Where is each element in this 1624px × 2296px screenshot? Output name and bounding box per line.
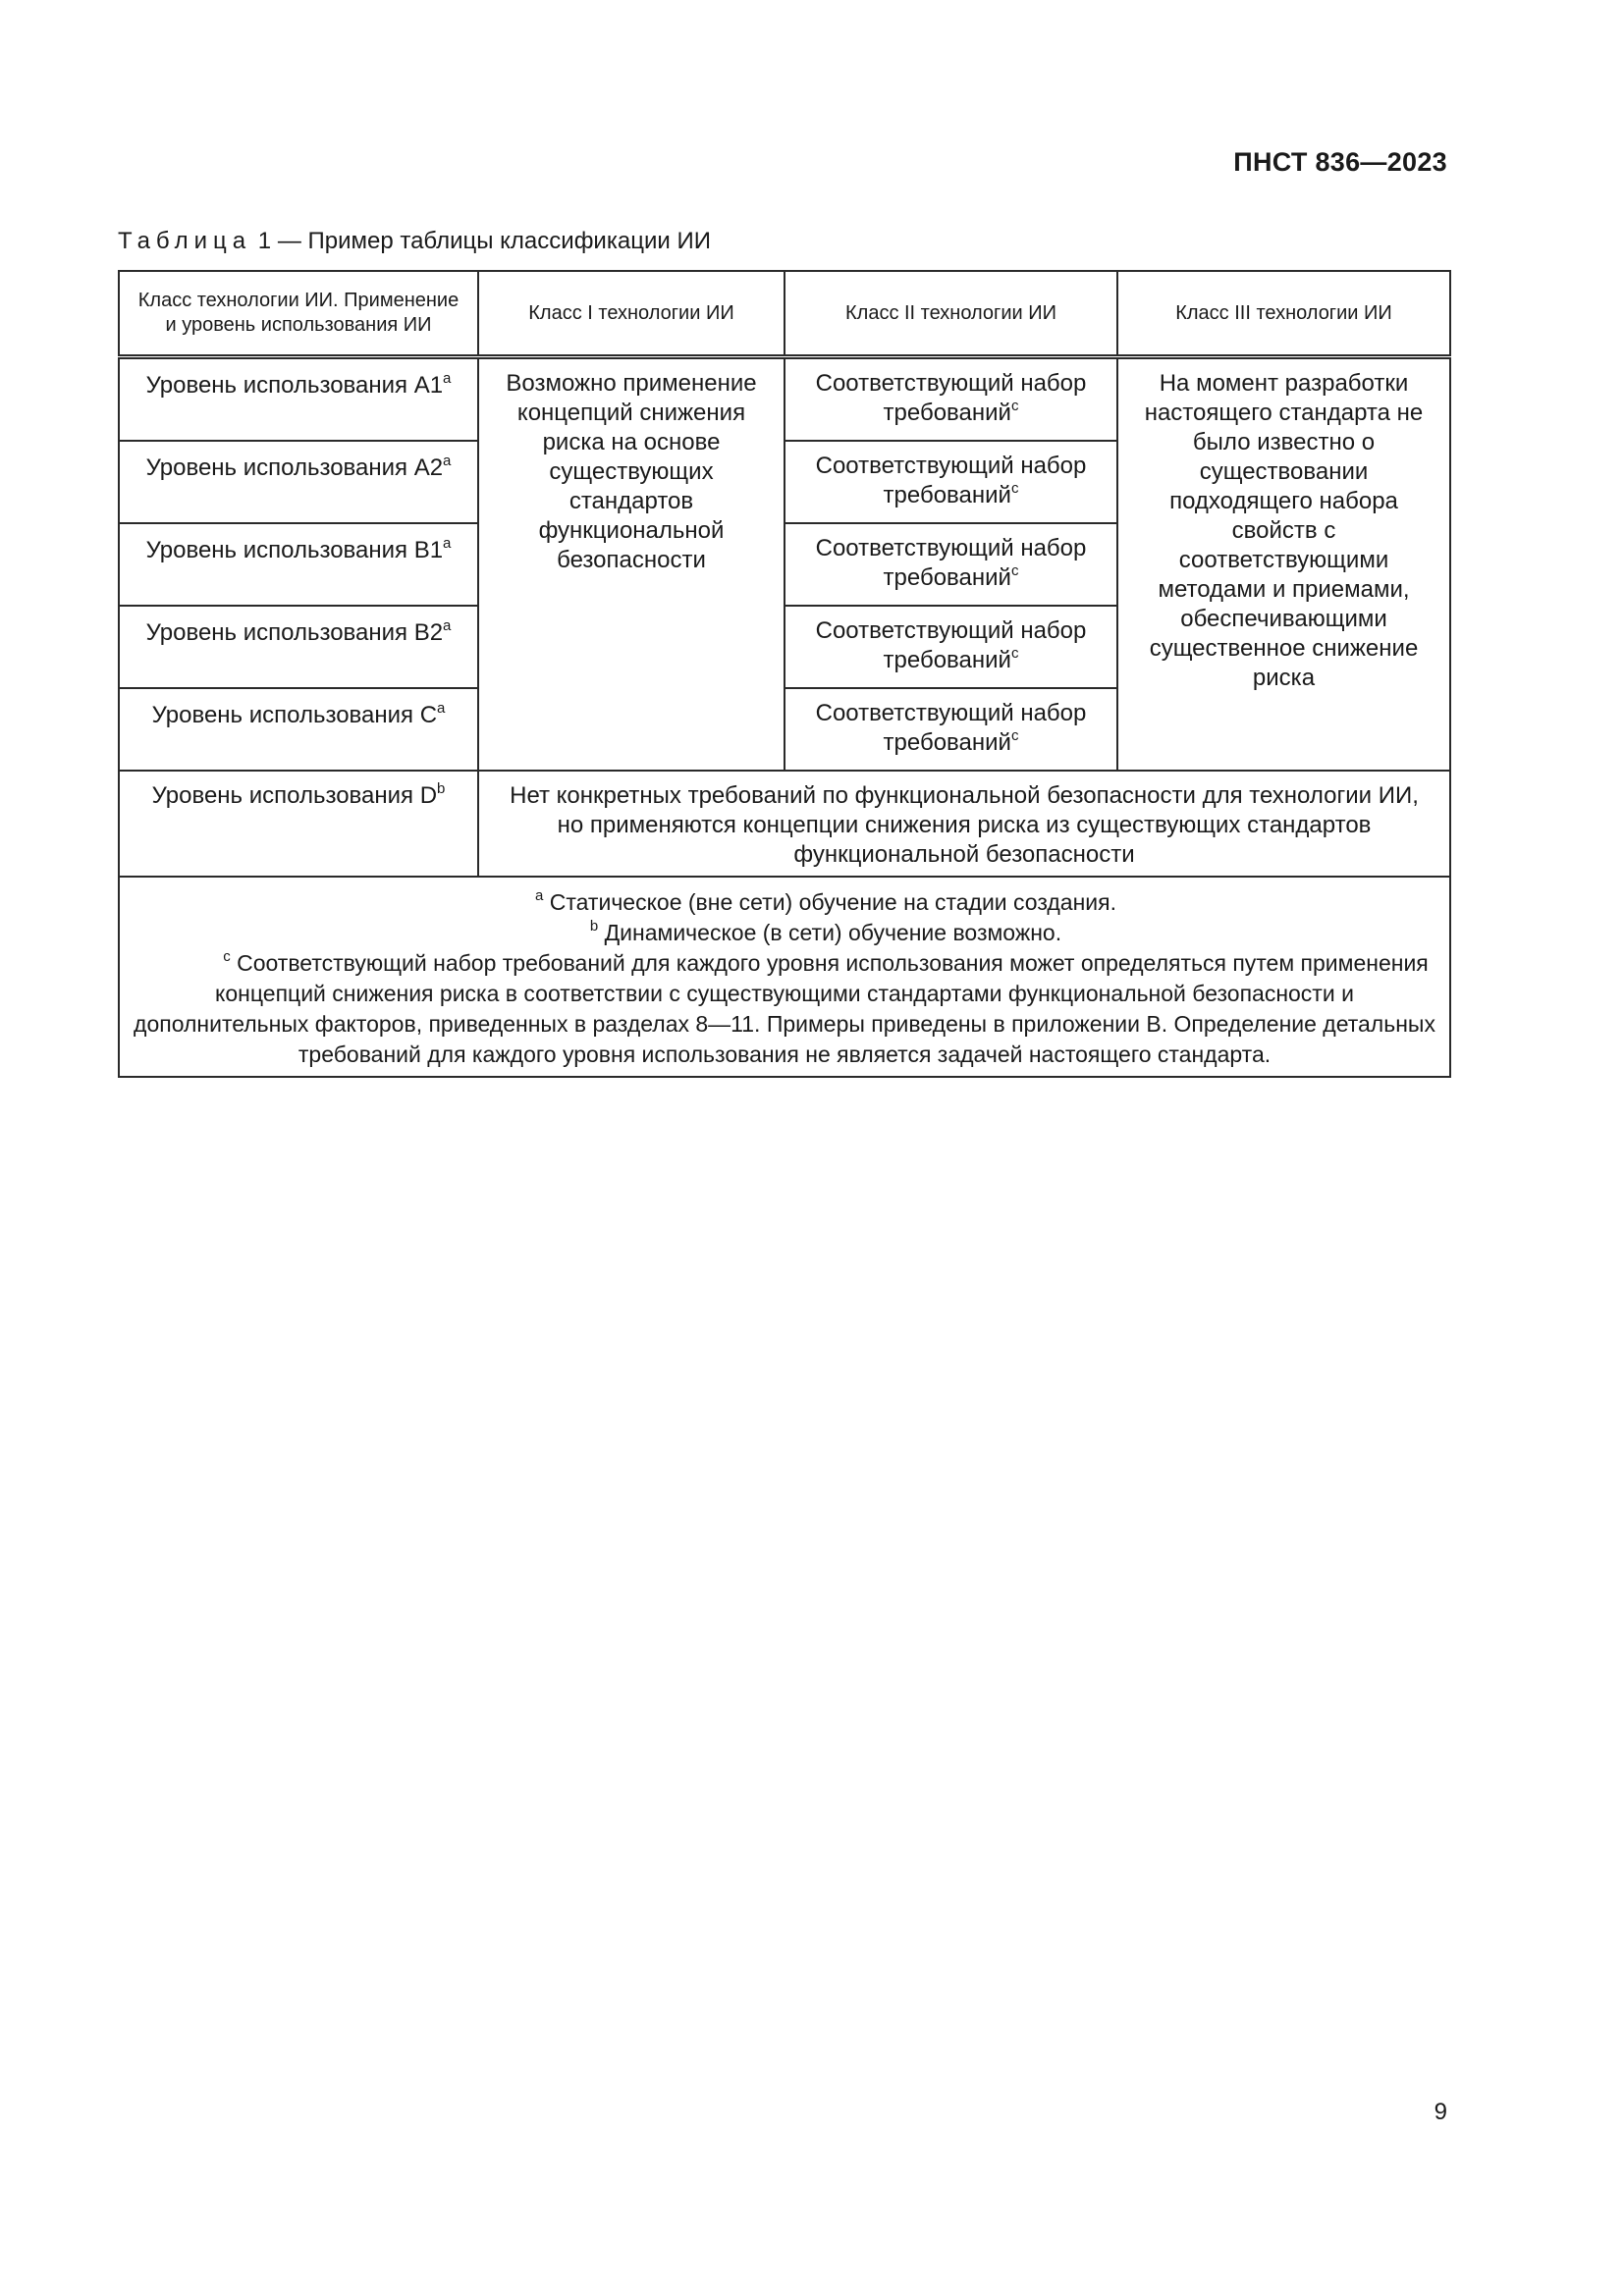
table-row-level-d [119, 771, 1450, 877]
footnote-mark: a [535, 887, 544, 904]
level-label: Уровень использования C [151, 702, 438, 728]
table-footnotes [119, 877, 1450, 1077]
footnote-marker: b [437, 780, 446, 797]
footnote-marker: a [437, 700, 446, 717]
footnote-b [132, 918, 1437, 948]
class-2-requirements-text: Соответствующий набор требований [815, 617, 1087, 673]
class-2-requirements-cell [785, 357, 1117, 442]
footnote-marker: a [443, 535, 452, 552]
table-caption [118, 228, 711, 255]
header-cell-class-3: Класс III технологии ИИ [1117, 271, 1450, 357]
classification-table [118, 270, 1451, 1078]
level-label-cell [119, 441, 478, 523]
table-caption-label: Таблица [118, 228, 252, 254]
level-label-cell [119, 606, 478, 688]
page-number: 9 [1434, 2099, 1447, 2125]
level-label: Уровень использования B1 [145, 537, 444, 563]
class-2-requirements-cell [785, 688, 1117, 771]
class-2-requirements-text: Соответствующий набор требований [815, 535, 1087, 591]
level-label: Уровень использования B2 [145, 619, 444, 646]
footnote-text: Статическое (вне сети) обучение на стадии создания. [543, 889, 1116, 915]
footnote-a [132, 887, 1437, 918]
class-2-requirements-text: Соответствующий набор требований [815, 370, 1087, 426]
table-caption-number: 1 [257, 228, 272, 254]
footnote-marker: c [1010, 480, 1019, 497]
class-2-requirements-cell [785, 606, 1117, 688]
level-label: Уровень использования D [151, 782, 438, 809]
footnote-text: Соответствующий набор требований для каждого уровня использования может определяться путем применения концепций снижения риска в соответствии с существующими стандартами функциональной безопасности и дополнительных факторов, приведенных в разделах 8—11. Примеры приведены в приложении В. Определение детальных требований для каждого уровня использования не является задачей настоящего стандарта. [134, 950, 1435, 1067]
footnote-marker: c [1010, 398, 1019, 414]
footnote-c [132, 948, 1437, 1070]
class-2-requirements-text: Соответствующий набор требований [815, 700, 1087, 756]
class-3-requirements-cell: На момент разработки настоящего стандарта не было известно о существовании подходящего набора свойств с соответствующими методами и приемами, обеспечивающими существенное снижение риска [1117, 357, 1450, 772]
class-1-requirements-cell: Возможно применение концепций снижения риска на основе существующих стандартов функциональной безопасности [478, 357, 785, 772]
footnote-marker: c [1010, 645, 1019, 662]
footnote-mark: b [589, 918, 599, 934]
level-label-cell [119, 523, 478, 606]
document-code: ПНСТ 836—2023 [1233, 147, 1447, 177]
level-label: Уровень использования A1 [145, 372, 444, 399]
table-caption-title: — Пример таблицы классификации ИИ [277, 228, 711, 254]
footnote-marker: a [443, 453, 452, 469]
header-cell-application-level: Класс технологии ИИ. Применение и уровень использования ИИ [119, 271, 478, 357]
class-2-requirements-text: Соответствующий набор требований [815, 453, 1087, 508]
class-2-requirements-cell [785, 523, 1117, 606]
level-label-cell [119, 357, 478, 442]
footnote-marker: a [443, 370, 452, 387]
class-2-requirements-cell [785, 441, 1117, 523]
level-label-cell [119, 771, 478, 877]
footnote-mark: c [223, 948, 231, 965]
table-header-row [119, 271, 1450, 357]
table-row-level-a1 [119, 357, 1450, 442]
header-cell-class-2: Класс II технологии ИИ [785, 271, 1117, 357]
level-label: Уровень использования A2 [145, 454, 444, 481]
footnote-marker: c [1010, 562, 1019, 579]
header-cell-class-1: Класс I технологии ИИ [478, 271, 785, 357]
level-d-requirements-cell: Нет конкретных требований по функциональной безопасности для технологии ИИ, но применяются концепции снижения риска из существующих стандартов функциональной безопасности [478, 771, 1450, 877]
footnote-marker: c [1010, 727, 1019, 744]
table-notes-row [119, 877, 1450, 1077]
footnote-text: Динамическое (в сети) обучение возможно. [598, 920, 1062, 945]
level-label-cell [119, 688, 478, 771]
footnote-marker: a [443, 617, 452, 634]
